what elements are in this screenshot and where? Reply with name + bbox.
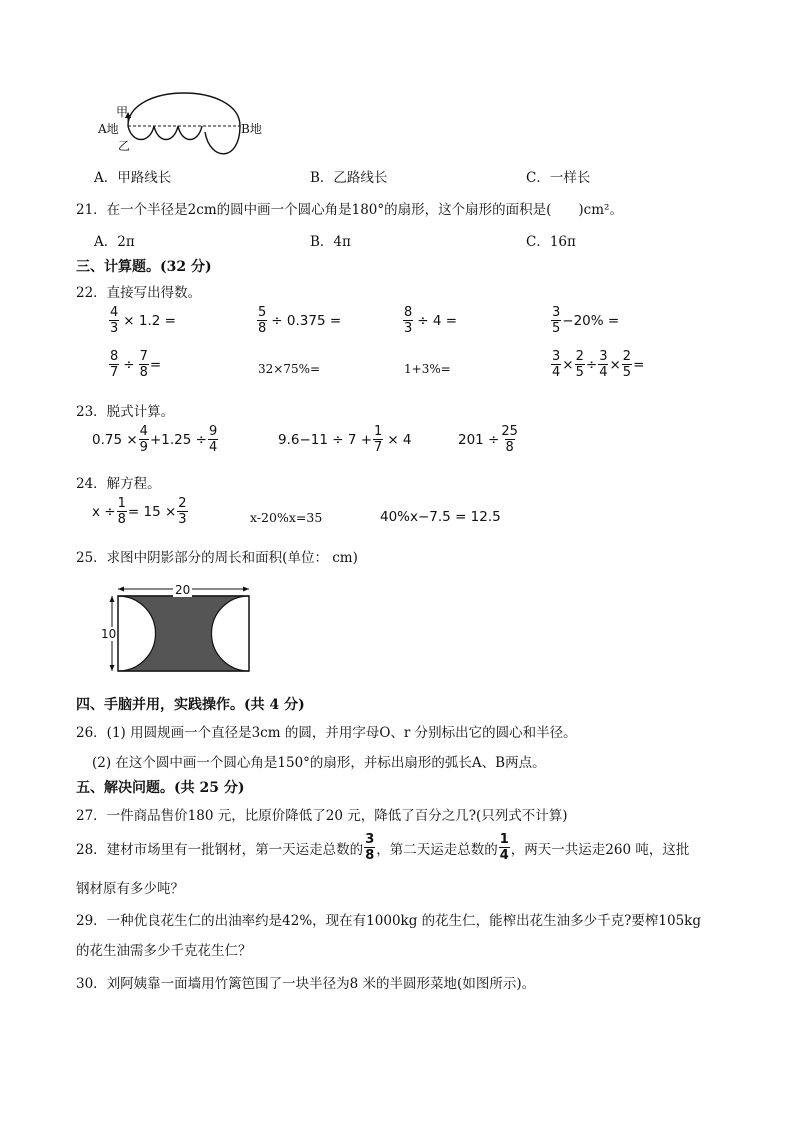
section4-title: 四、手脑并用，实践操作。(共 4 分) xyxy=(76,697,305,713)
section5-title: 五、解决问题。(共 25 分) xyxy=(76,780,245,796)
route-label-b: B地 xyxy=(241,122,262,136)
q23-expr-1: 0.75 × $\frac{4}{9}$ +1.25 ÷ $\frac{9}{4}$ xyxy=(92,424,218,455)
q22-expr-6: 32×75%= xyxy=(258,362,321,376)
q22-expr-1: $\frac{4}{3}$ × 1.2 = xyxy=(110,305,176,336)
q29-line2: 的花生油需多少千克花生仁？ xyxy=(76,943,252,959)
q21-option-b: B．4π xyxy=(310,234,351,250)
q23-expr-2: 9.6−11 ÷ 7 + $\frac{1}{7}$ × 4 xyxy=(278,424,412,455)
q24-expr-3: 40%x−7.5 = 12.5 xyxy=(380,509,501,525)
q20-option-a: A．甲路线长 xyxy=(94,170,172,186)
q24-expr-1: x ÷ $\frac{1}{8}$ = 15 × $\frac{2}{3}$ xyxy=(92,496,187,527)
q23-expr-3: 201 ÷ $\frac{25}{8}$ xyxy=(458,424,518,455)
q25-dim-height: 10 xyxy=(101,627,117,641)
route-label-yi: 乙 xyxy=(118,139,131,153)
route-label-jia: 甲 xyxy=(116,105,129,119)
q28-line2: 钢材原有多少吨？ xyxy=(76,881,184,897)
section3-title: 三、计算题。(32 分) xyxy=(76,259,212,275)
q25-figure xyxy=(98,584,258,684)
q23-text: 23．脱式计算。 xyxy=(76,404,175,420)
q27-text: 27．一件商品售价180 元，比原价降低了20 元，降低了百分之几?(只列式不计算) xyxy=(76,808,568,824)
q22-expr-8: $\frac{3}{4}$ × $\frac{2}{5}$ ÷ $\frac{3}{4}$ × $\frac{2}{5}$ = xyxy=(552,349,645,380)
q21-option-c: C．16π xyxy=(526,234,576,250)
q22-expr-2: $\frac{5}{8}$ ÷ 0.375 = xyxy=(258,305,342,336)
q24-expr-2: x-20%x=35 xyxy=(250,510,323,525)
q24-text: 24．解方程。 xyxy=(76,476,161,492)
q22-expr-7: 1+3%= xyxy=(404,362,451,376)
q21-option-a: A．2π xyxy=(94,234,135,250)
q25-text: 25．求图中阴影部分的周长和面积(单位： cm) xyxy=(76,550,358,566)
q29-line1: 29．一种优良花生仁的出油率约是42%，现在有1000kg 的花生仁，能榨出花生油多少千克?要榨105kg xyxy=(76,913,701,929)
q22-expr-3: $\frac{8}{3}$ ÷ 4 = xyxy=(404,305,458,336)
route-label-a: A地 xyxy=(98,122,119,136)
q22-expr-5: $\frac{8}{7}$ ÷ $\frac{7}{8}$ = xyxy=(110,349,162,380)
route-yi-arcs xyxy=(128,126,202,140)
q20-option-c: C．一样长 xyxy=(526,170,591,186)
q30-text: 30．刘阿姨靠一面墙用竹篱笆围了一块半径为8 米的半圆形菜地(如图所示)。 xyxy=(76,976,536,992)
q28-line1: 28．建材市场里有一批钢材，第一天运走总数的 $\frac{3}{8}$ ，第二天运走总数的 $\frac{1}{4}$ ，两天一共运走260 吨，这批 xyxy=(76,832,690,863)
q26-part2: (2) 在这个圆中画一个圆心角是150°的扇形，并标出扇形的弧长A、B两点。 xyxy=(92,755,546,771)
route-jia-arc xyxy=(128,93,240,154)
q22-text: 22．直接写出得数。 xyxy=(76,285,202,301)
q21-text: 21．在一个半径是2cm的圆中画一个圆心角是180°的扇形，这个扇形的面积是( )cm²。 xyxy=(76,202,623,218)
q26-part1: 26．(1) 用圆规画一个直径是3cm 的圆，并用字母O、r 分别标出它的圆心和半径。 xyxy=(76,725,577,741)
q25-dim-width: 20 xyxy=(175,583,191,597)
q20-option-b: B．乙路线长 xyxy=(310,170,388,186)
q22-expr-4: $\frac{3}{5}$ −20% = xyxy=(552,305,620,336)
